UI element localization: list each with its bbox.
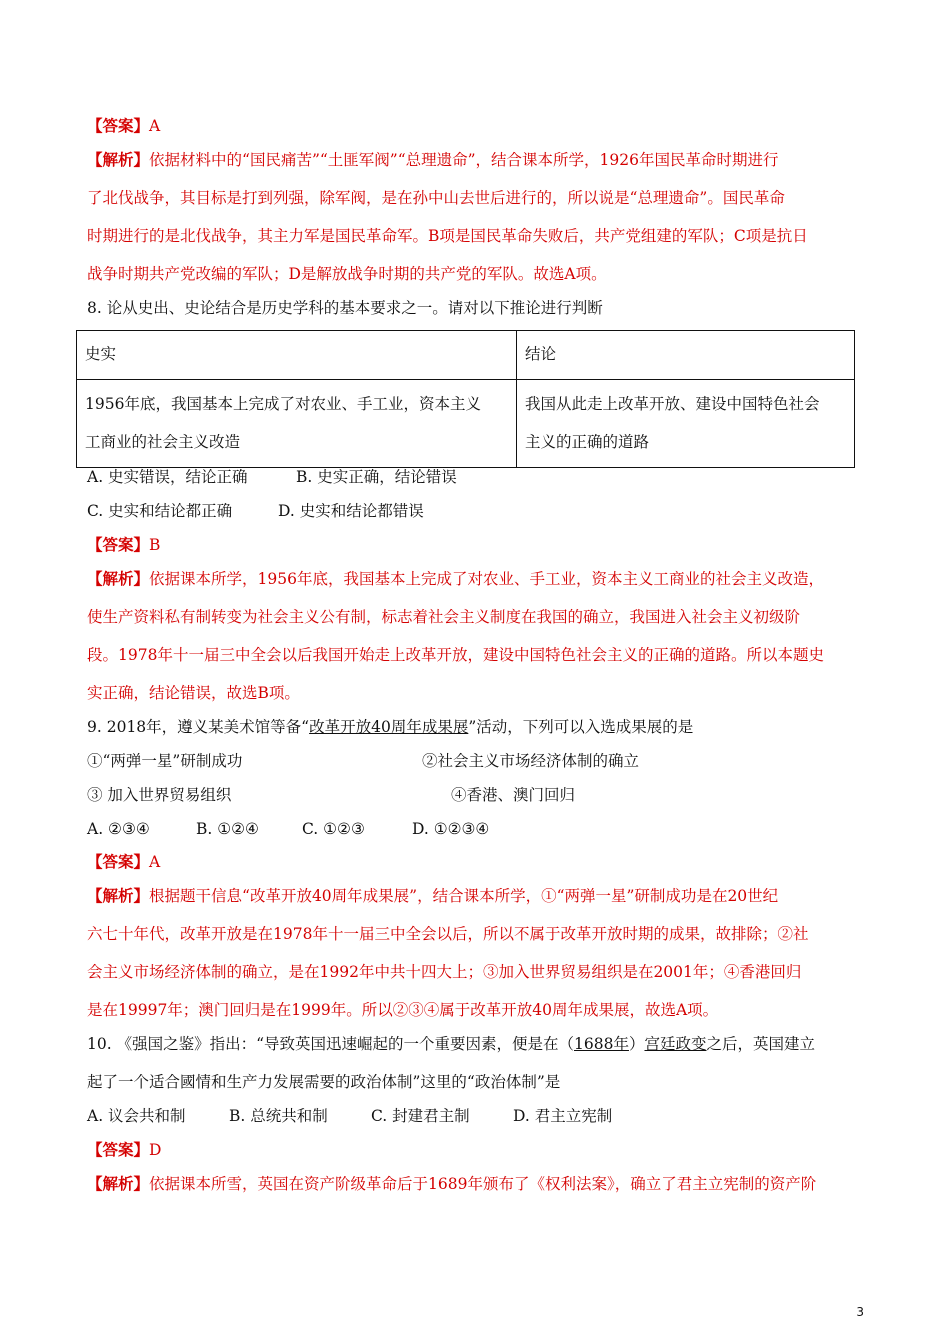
analysis-line: 【解析】依据材料中的“国民痛苦”“土匪军阀”“总理遗命”，结合课本所学，1926年国民革命时期进行 xyxy=(87,150,779,169)
option-d: D. ①②③④ xyxy=(412,820,490,838)
table-header-fact: 史实 xyxy=(77,331,517,380)
analysis-line: 了北伐战争，其目标是打到列强，除军阀，是在孙中山去世后进行的，所以说是“总理遗命”。国民革命 xyxy=(87,189,785,207)
question-9-stem: 9. 2018年，遵义某美术馆等备“改革开放40周年成果展”活动，下列可以入选成果展的是 xyxy=(87,718,694,736)
answer-value: B xyxy=(149,536,161,554)
answer-line xyxy=(87,115,160,137)
option-a: A. 史实错误，结论正确 xyxy=(87,468,248,486)
answer-value: D xyxy=(149,1141,162,1159)
table-cell-fact: 1956年底，我国基本上完成了对农业、手工业，资本主义 工商业的社会主义改造 xyxy=(77,380,517,468)
analysis-line: 实正确，结论错误，故选B项。 xyxy=(87,684,300,702)
analysis-line: 战争时期共产党改编的军队；D是解放战争时期的共产党的军队。故选A项。 xyxy=(87,265,607,283)
item-3: ③ 加入世界贸易组织 xyxy=(87,786,232,804)
analysis-line: 时期进行的是北伐战争，其主力军是国民革命军。B项是国民革命失败后，共产党组建的军队；C项是抗日 xyxy=(87,227,808,245)
analysis-label: 【解析】 xyxy=(87,569,150,588)
answer-line xyxy=(87,534,160,556)
answer-label: 【答案】 xyxy=(87,535,150,554)
page-number: 3 xyxy=(856,1305,864,1319)
table-header-conclusion: 结论 xyxy=(517,331,855,380)
item-1: ①“两弹一星”研制成功 xyxy=(87,752,243,770)
analysis-line: 【解析】依据课本所学，1956年底，我国基本上完成了对农业、手工业，资本主义工商业的社会主义改造， xyxy=(87,569,824,588)
option-b: B. 史实正确，结论错误 xyxy=(296,468,457,486)
answer-line xyxy=(87,851,160,873)
question-10-stem: 10. 《强国之鉴》指出：“导致英国迅速崛起的一个重要因素，便是在（1688年）宫廷政变之后，英国建立 xyxy=(87,1035,816,1053)
analysis-line: 会主义市场经济体制的确立，是在1992年中共十四大上；③加入世界贸易组织是在2001年；④香港回归 xyxy=(87,963,802,981)
option-c: C. 封建君主制 xyxy=(371,1107,470,1125)
table-cell-conclusion: 我国从此走上改革开放、建设中国特色社会 主义的正确的道路 xyxy=(517,380,855,468)
answer-label: 【答案】 xyxy=(87,116,150,135)
analysis-label: 【解析】 xyxy=(87,150,150,169)
option-b: B. ①②④ xyxy=(196,820,259,838)
answer-label: 【答案】 xyxy=(87,1140,150,1159)
analysis-line: 【解析】根据题干信息“改革开放40周年成果展”，结合课本所学，①“两弹一星”研制成功是在20世纪 xyxy=(87,886,779,905)
analysis-label: 【解析】 xyxy=(87,1174,150,1193)
option-d: D. 史实和结论都错误 xyxy=(278,502,424,520)
option-b: B. 总统共和制 xyxy=(229,1107,328,1125)
option-d: D. 君主立宪制 xyxy=(513,1107,613,1125)
analysis-line: 【解析】依据课本所雪，英国在资产阶级革命后于1689年颁布了《权利法案》，确立了君主立宪制的资产阶 xyxy=(87,1174,817,1193)
analysis-label: 【解析】 xyxy=(87,886,150,905)
analysis-line: 六七十年代，改革开放是在1978年十一届三中全会以后，所以不属于改革开放时期的成果，故排除；②社 xyxy=(87,925,809,943)
answer-value: A xyxy=(149,853,161,871)
answer-label: 【答案】 xyxy=(87,852,150,871)
item-4: ④香港、澳门回归 xyxy=(451,786,576,804)
analysis-line: 是在19997年；澳门回归是在1999年。所以②③④属于改革开放40周年成果展，故选A项。 xyxy=(87,1001,719,1019)
item-2: ②社会主义市场经济体制的确立 xyxy=(422,752,640,770)
question-10-stem-line2: 起了一个适合國情和生产力发展需要的政治体制”这里的“政治体制”是 xyxy=(87,1073,561,1091)
option-c: C. 史实和结论都正确 xyxy=(87,502,233,520)
question-8-stem: 8. 论从史出、史论结合是历史学科的基本要求之一。请对以下推论进行判断 xyxy=(87,299,603,317)
answer-line xyxy=(87,1139,161,1161)
analysis-line: 使生产资料私有制转变为社会主义公有制，标志着社会主义制度在我国的确立，我国进入社会主义初级阶 xyxy=(87,608,801,626)
option-c: C. ①②③ xyxy=(302,820,365,838)
answer-value: A xyxy=(149,117,161,135)
fact-conclusion-table xyxy=(76,330,855,468)
analysis-line: 段。1978年十一届三中全会以后我国开始走上改革开放，建设中国特色社会主义的正确的道路。所以本题史 xyxy=(87,646,824,664)
option-a: A. 议会共和制 xyxy=(87,1107,186,1125)
option-a: A. ②③④ xyxy=(87,820,150,838)
